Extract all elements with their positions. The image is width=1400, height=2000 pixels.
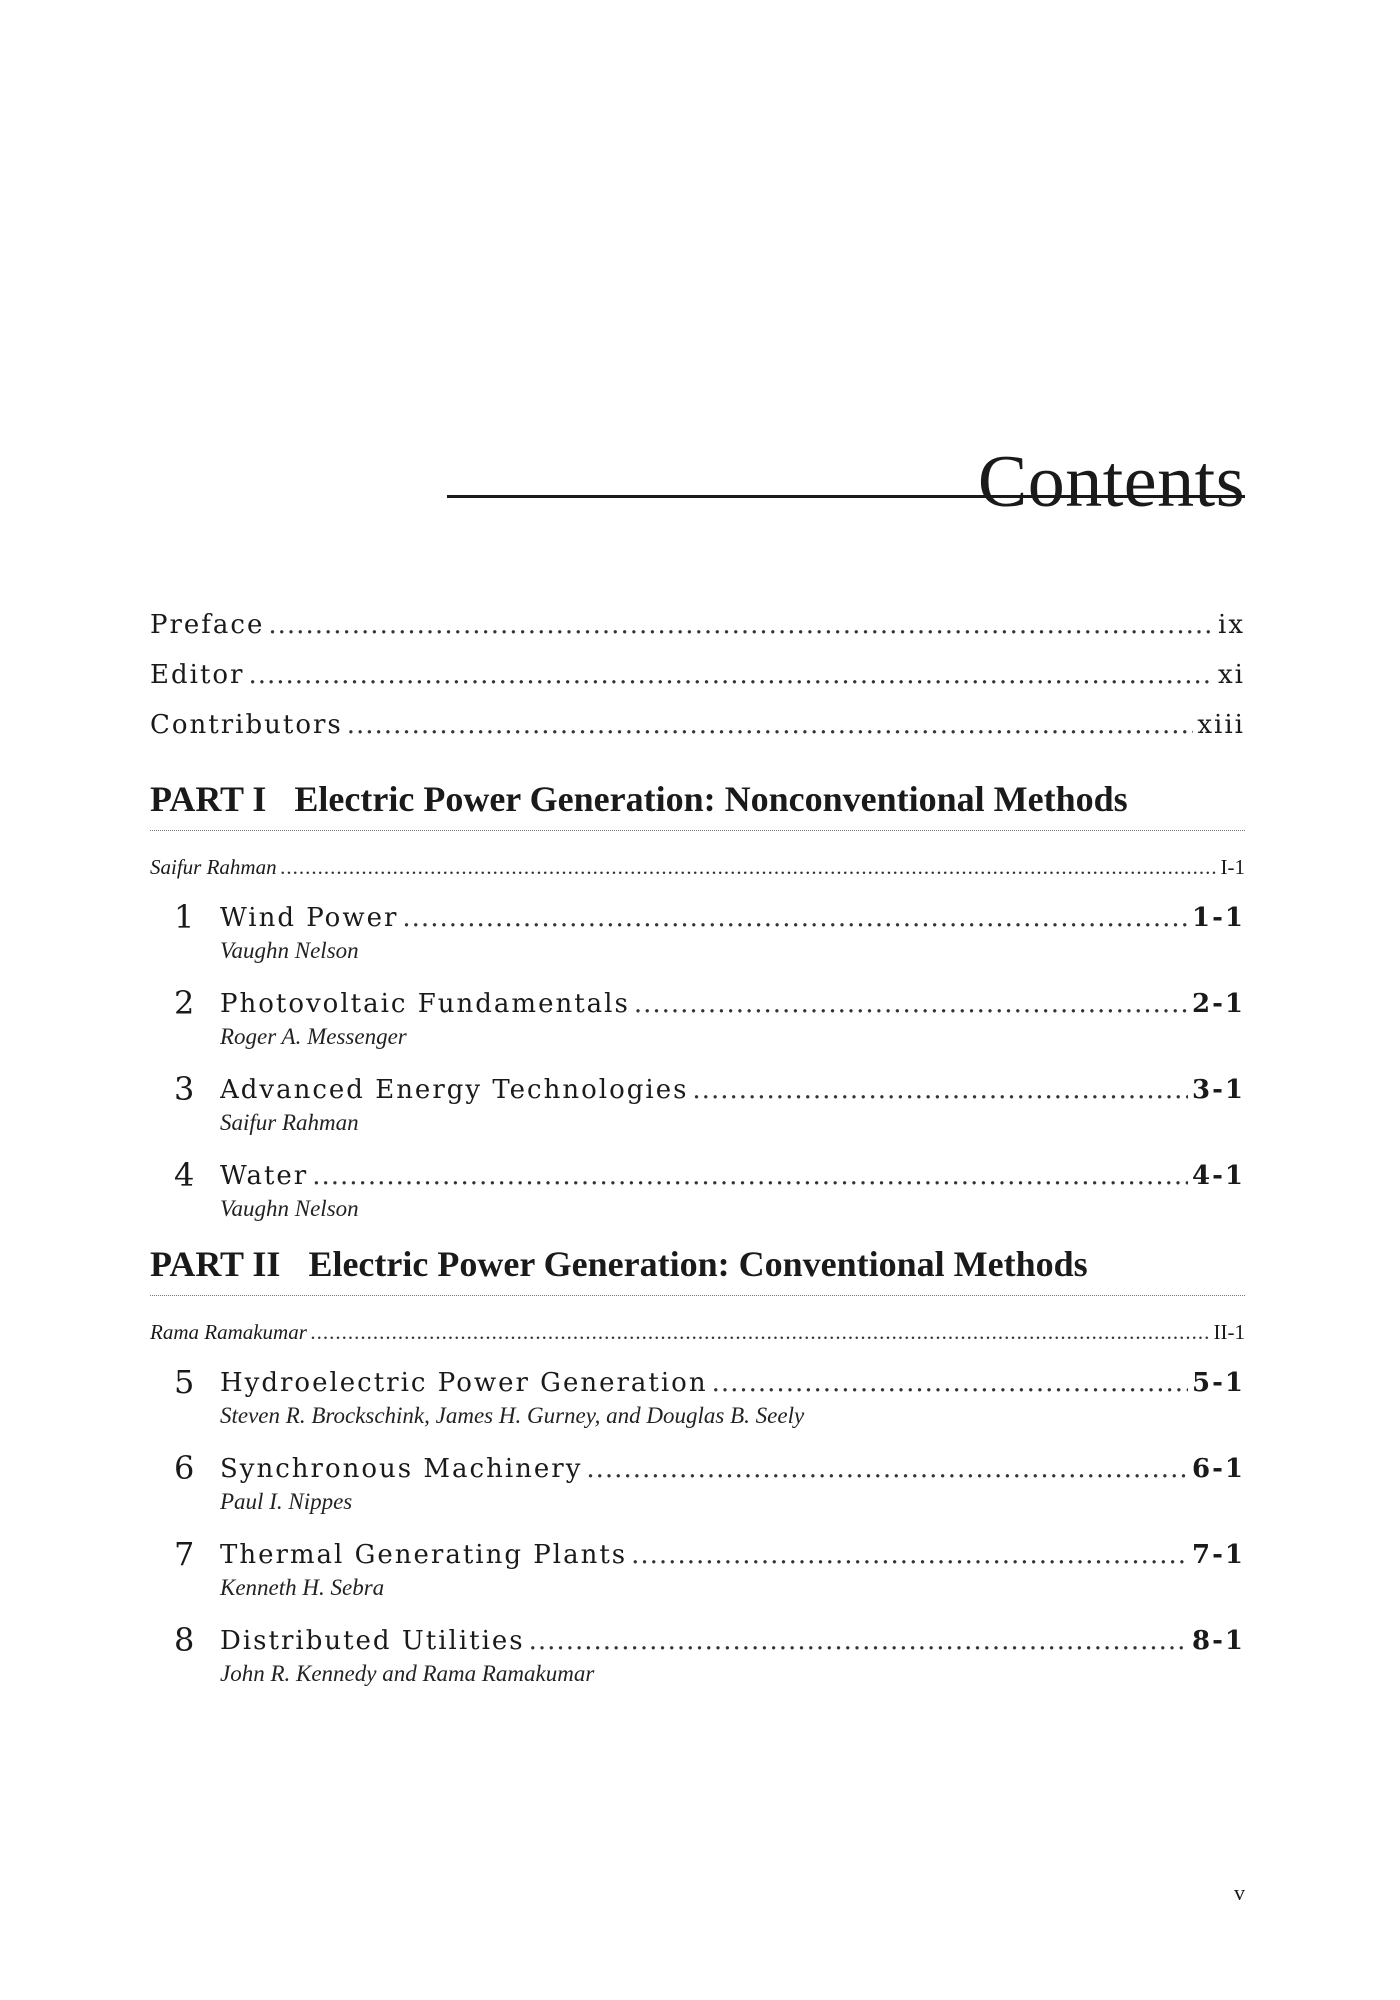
dot-leader xyxy=(312,1157,1188,1195)
chapter-title: Wind Power xyxy=(220,903,399,933)
chapter-number: 7 xyxy=(174,1535,195,1573)
chapter-title: Advanced Energy Technologies xyxy=(220,1075,689,1105)
chapter-entry-8[interactable] xyxy=(150,1622,1245,1688)
dot-leader xyxy=(634,985,1188,1023)
chapter-number: 4 xyxy=(174,1156,195,1194)
dot-leader xyxy=(347,710,1194,740)
chapter-author: John R. Kennedy and Rama Ramakumar xyxy=(220,1661,595,1686)
part-editor-page: I-1 xyxy=(1220,855,1245,879)
part-number: PART II xyxy=(150,1244,281,1284)
chapter-page: 7-1 xyxy=(1192,1540,1245,1570)
chapter-title: Thermal Generating Plants xyxy=(220,1540,628,1570)
chapter-author: Paul I. Nippes xyxy=(220,1489,353,1514)
toc-entry-editor[interactable] xyxy=(150,660,1245,710)
chapter-author: Steven R. Brockschink, James H. Gurney, and Douglas B. Seely xyxy=(220,1403,805,1428)
dot-leader xyxy=(311,1320,1210,1345)
chapter-title: Hydroelectric Power Generation xyxy=(220,1368,708,1398)
chapter-entry-5[interactable] xyxy=(150,1364,1245,1430)
dot-leader xyxy=(586,1450,1188,1488)
toc-entry-label: Preface xyxy=(150,610,265,640)
dot-leader xyxy=(529,1622,1188,1660)
chapter-page: 2-1 xyxy=(1192,989,1245,1019)
chapter-page: 1-1 xyxy=(1192,903,1245,933)
dot-leader xyxy=(248,660,1214,690)
chapter-entry-1[interactable] xyxy=(150,899,1245,965)
part-title: Electric Power Generation: Nonconventional Methods xyxy=(294,779,1128,819)
chapter-entry-6[interactable] xyxy=(150,1450,1245,1516)
chapter-page: 4-1 xyxy=(1192,1161,1245,1191)
chapter-title: Synchronous Machinery xyxy=(220,1454,583,1484)
chapter-entry-4[interactable] xyxy=(150,1157,1245,1223)
part-editor-name: Saifur Rahman xyxy=(150,855,277,879)
dot-leader xyxy=(402,899,1188,937)
toc-entry-contributors[interactable] xyxy=(150,710,1245,760)
chapter-entry-7[interactable] xyxy=(150,1536,1245,1602)
chapter-author: Roger A. Messenger xyxy=(220,1024,407,1049)
chapter-number: 8 xyxy=(174,1621,195,1659)
chapter-author: Saifur Rahman xyxy=(220,1110,359,1135)
chapter-author: Vaughn Nelson xyxy=(220,938,359,963)
part-editor-name: Rama Ramakumar xyxy=(150,1320,307,1344)
chapter-title: Distributed Utilities xyxy=(220,1626,525,1656)
part-section-2 xyxy=(150,1243,1245,1688)
part-editor-page: II-1 xyxy=(1213,1320,1245,1344)
toc-entry-preface[interactable] xyxy=(150,610,1245,660)
dot-leader xyxy=(712,1364,1188,1402)
chapter-author: Vaughn Nelson xyxy=(220,1196,359,1221)
chapter-page: 3-1 xyxy=(1192,1075,1245,1105)
page-folio: v xyxy=(1234,1880,1245,1905)
dot-leader xyxy=(281,855,1217,880)
toc-entry-page: xi xyxy=(1218,660,1245,690)
dot-leader xyxy=(268,610,1214,640)
page-title: Contents xyxy=(977,440,1245,523)
dot-leader xyxy=(692,1071,1188,1109)
part-number: PART I xyxy=(150,779,267,819)
chapter-title: Water xyxy=(220,1161,309,1191)
front-matter-list xyxy=(150,610,1245,760)
part-title: Electric Power Generation: Conventional Methods xyxy=(308,1244,1088,1284)
part-editor-entry[interactable] xyxy=(150,855,1245,897)
chapter-title: Photovoltaic Fundamentals xyxy=(220,989,630,1019)
chapter-number: 6 xyxy=(174,1449,195,1487)
toc-entry-page: xiii xyxy=(1197,710,1245,740)
chapter-page: 6-1 xyxy=(1192,1454,1245,1484)
chapter-number: 5 xyxy=(174,1363,195,1401)
part-editor-entry[interactable] xyxy=(150,1320,1245,1362)
chapter-entry-2[interactable] xyxy=(150,985,1245,1051)
chapter-page: 8-1 xyxy=(1192,1626,1245,1656)
chapter-number: 1 xyxy=(174,898,195,936)
toc-entry-label: Contributors xyxy=(150,710,343,740)
part-heading[interactable] xyxy=(150,778,1245,831)
part-heading[interactable] xyxy=(150,1243,1245,1296)
chapter-number: 3 xyxy=(174,1070,195,1108)
chapter-author: Kenneth H. Sebra xyxy=(220,1575,385,1600)
chapter-number: 2 xyxy=(174,984,195,1022)
chapter-page: 5-1 xyxy=(1192,1368,1245,1398)
toc-entry-label: Editor xyxy=(150,660,245,690)
chapter-entry-3[interactable] xyxy=(150,1071,1245,1137)
table-of-contents xyxy=(150,610,1245,1708)
toc-entry-page: ix xyxy=(1218,610,1245,640)
part-section-1 xyxy=(150,778,1245,1223)
dot-leader xyxy=(631,1536,1188,1574)
title-rule xyxy=(447,495,1245,498)
